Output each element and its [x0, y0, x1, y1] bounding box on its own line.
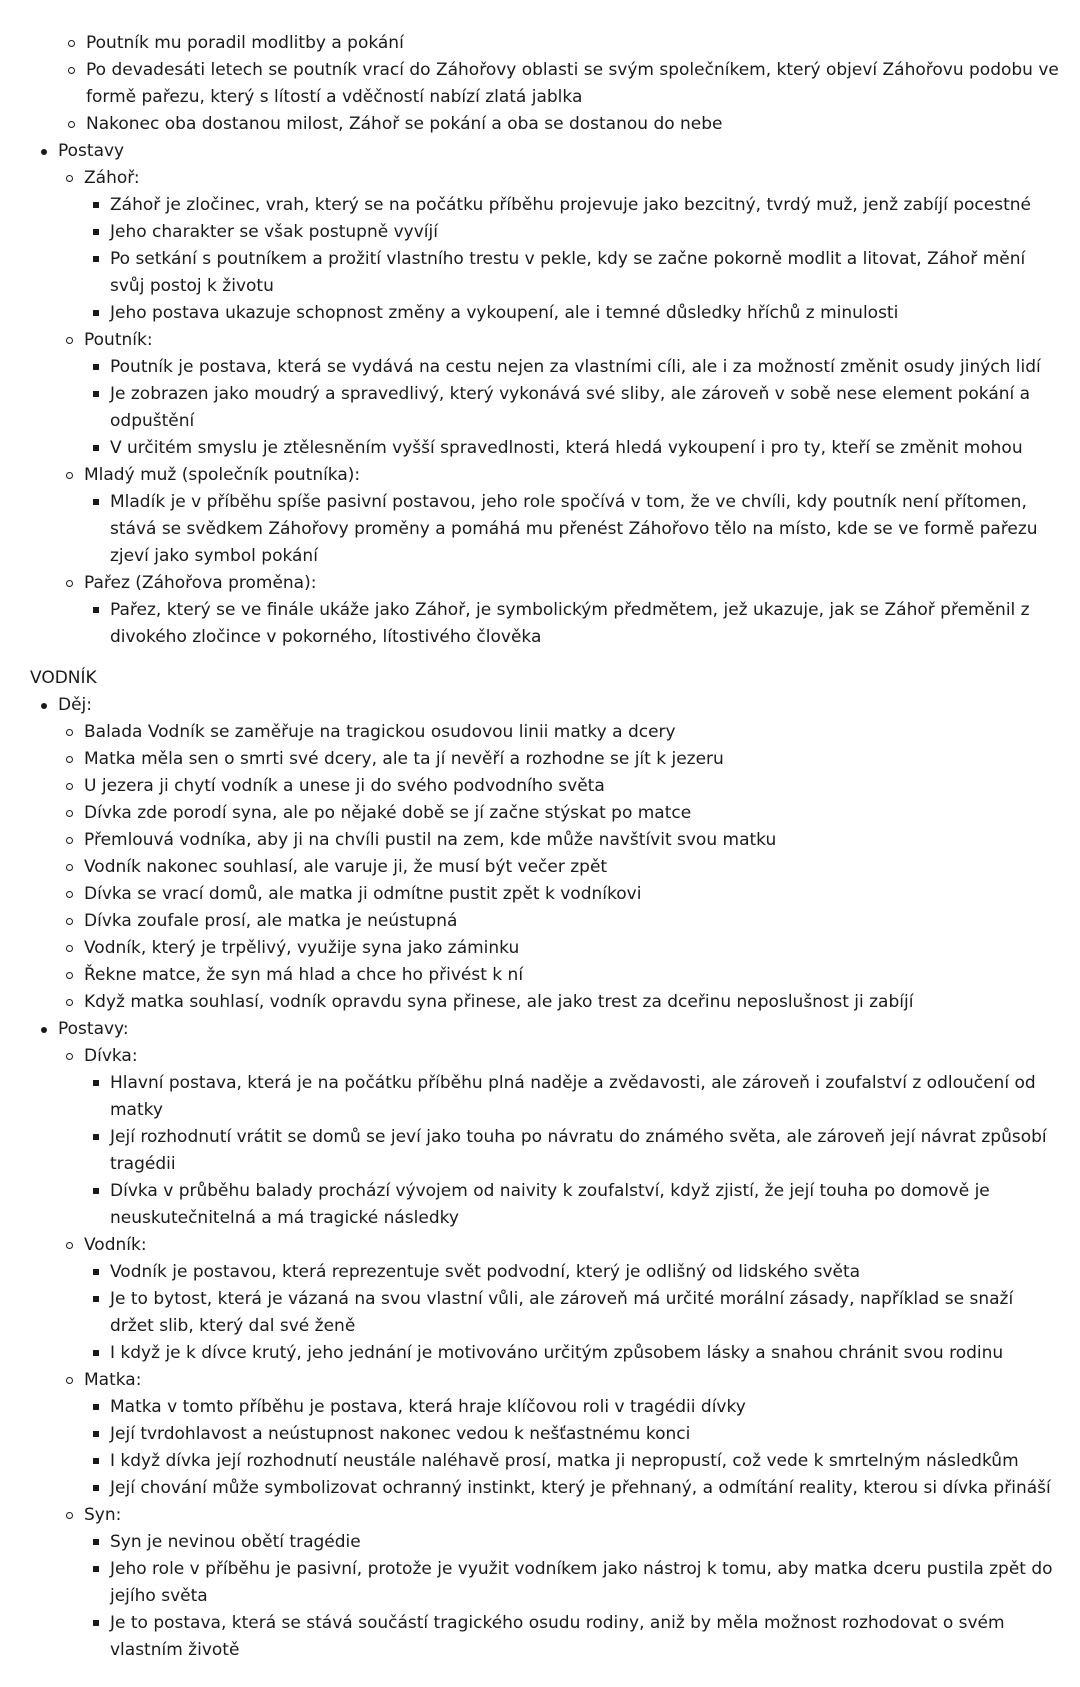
circle-bullet-icon [66, 1512, 73, 1519]
dej-label: Děj: [58, 695, 92, 715]
section-title-vodnik: VODNÍK [30, 668, 97, 688]
square-bullet-icon [93, 1539, 99, 1545]
square-bullet-icon [93, 391, 99, 397]
circle-bullet-icon [66, 891, 73, 898]
list-item: Po devadesáti letech se poutník vrací do Záhořovy oblasti se svým společníkem, který objeví Záhořovu podobu ve formě pařezu, který s lítostí a vděčností nabízí zlatá jablka [60, 57, 1060, 111]
list-item: Poutník je postava, která se vydává na cestu nejen za vlastními cíli, ale i za možností změnit osudy jiných lidí [84, 354, 1060, 381]
character-item [58, 1367, 1060, 1502]
square-bullet-icon [93, 1404, 99, 1410]
character-item [58, 1232, 1060, 1367]
square-bullet-icon [93, 1080, 99, 1086]
list-item: Je to postava, která se stává součástí tragického osudu rodiny, aniž by měla možnost rozhodovat o svém vlastním životě [84, 1610, 1060, 1664]
character-name: Záhoř: [84, 168, 140, 188]
circle-bullet-icon [66, 864, 73, 871]
list-item [30, 1016, 1060, 1664]
square-bullet-icon [93, 229, 99, 235]
list-item: Je zobrazen jako moudrý a spravedlivý, který vykonává své sliby, ale zároveň v sobě nese element pokání a odpuštění [84, 381, 1060, 435]
vodnik-section [30, 692, 1060, 1664]
circle-bullet-icon [66, 972, 73, 979]
list-item: Poutník mu poradil modlitby a pokání [60, 30, 1060, 57]
character-list [58, 165, 1060, 651]
list-item: Po setkání s poutníkem a prožití vlastního trestu v pekle, kdy se začne pokorně modlit a litovat, Záhoř mění svůj postoj k životu [84, 246, 1060, 300]
list-item: Pařez, který se ve finále ukáže jako Záhoř, je symbolickým předmětem, jež ukazuje, jak se Záhoř přeměnil z divokého zločince v pokorného, lítostivého člověka [84, 597, 1060, 651]
square-bullet-icon [93, 202, 99, 208]
list-item: Mladík je v příběhu spíše pasivní postavou, jeho role spočívá v tom, že ve chvíli, kdy poutník není přítomen, stává se svědkem Záhořovy proměny a pomáhá mu přenést Záhořovo tělo na místo, kde se ve formě pařezu zjeví jako symbol pokání [84, 489, 1060, 570]
circle-bullet-icon [66, 999, 73, 1006]
circle-bullet-icon [66, 918, 73, 925]
list-item: Řekne matce, že syn má hlad a chce ho přivést k ní [58, 962, 1060, 989]
disc-bullet-icon [41, 703, 47, 709]
character-name: Matka: [84, 1370, 142, 1390]
square-bullet-icon [93, 445, 99, 451]
list-item: Hlavní postava, která je na počátku příběhu plná naděje a zvědavosti, ale zároveň i zoufalství z odloučení od matky [84, 1070, 1060, 1124]
square-bullet-icon [93, 310, 99, 316]
circle-bullet-icon [66, 945, 73, 952]
square-bullet-icon [93, 1485, 99, 1491]
character-name: Dívka: [84, 1046, 138, 1066]
vodnik-dej-list [58, 719, 1060, 1016]
square-bullet-icon [93, 1296, 99, 1302]
circle-bullet-icon [66, 1053, 73, 1060]
list-item: Dívka zde porodí syna, ale po nějaké době se jí začne stýskat po matce [58, 800, 1060, 827]
list-item: Matka v tomto příběhu je postava, která hraje klíčovou roli v tragédii dívky [84, 1394, 1060, 1421]
list-item [30, 138, 1060, 651]
list-item: V určitém smyslu je ztělesněním vyšší spravedlnosti, která hledá vykoupení i pro ty, kteří se změnit mohou [84, 435, 1060, 462]
list-item: U jezera ji chytí vodník a unese ji do svého podvodního světa [58, 773, 1060, 800]
circle-bullet-icon [66, 783, 73, 790]
character-item [58, 462, 1060, 570]
circle-bullet-icon [66, 1377, 73, 1384]
list-item: Její tvrdohlavost a neústupnost nakonec vedou k nešťastnému konci [84, 1421, 1060, 1448]
character-item [58, 1502, 1060, 1664]
list-item: Vodník je postavou, která reprezentuje svět podvodní, který je odlišný od lidského světa [84, 1259, 1060, 1286]
square-bullet-icon [93, 1350, 99, 1356]
character-item [58, 570, 1060, 651]
circle-bullet-icon [66, 472, 73, 479]
list-item: Vodník nakonec souhlasí, ale varuje ji, že musí být večer zpět [58, 854, 1060, 881]
circle-bullet-icon [66, 1242, 73, 1249]
circle-bullet-icon [66, 337, 73, 344]
disc-bullet-icon [41, 149, 47, 155]
list-item [30, 692, 1060, 1016]
list-item: Když matka souhlasí, vodník opravdu syna přinese, ale jako trest za dceřinu neposlušnost ji zabíjí [58, 989, 1060, 1016]
circle-bullet-icon [66, 810, 73, 817]
square-bullet-icon [93, 1269, 99, 1275]
list-item: Jeho charakter se však postupně vyvíjí [84, 219, 1060, 246]
character-item [58, 327, 1060, 462]
circle-bullet-icon [66, 729, 73, 736]
circle-bullet-icon [66, 837, 73, 844]
list-item: Její rozhodnutí vrátit se domů se jeví jako touha po návratu do známého světa, ale zároveň její návrat způsobí tragédii [84, 1124, 1060, 1178]
list-item: Dívka v průběhu balady prochází vývojem od naivity k zoufalství, když zjistí, že její touha po domově je neuskutečnitelná a má tragické následky [84, 1178, 1060, 1232]
character-item [58, 165, 1060, 327]
list-item: Jeho role v příběhu je pasivní, protože je využit vodníkem jako nástroj k tomu, aby matka dceru pustila zpět do jejího světa [84, 1556, 1060, 1610]
list-item: Dívka se vrací domů, ale matka ji odmítne pustit zpět k vodníkovi [58, 881, 1060, 908]
character-name: Mladý muž (společník poutníka): [84, 465, 361, 485]
character-name: Poutník: [84, 330, 153, 350]
circle-bullet-icon [68, 67, 75, 74]
list-item: Dívka zoufale prosí, ale matka je neústupná [58, 908, 1060, 935]
circle-bullet-icon [68, 40, 75, 47]
list-item: I když dívka její rozhodnutí neustále naléhavě prosí, matka ji nepropustí, což vede k smrtelným následkům [84, 1448, 1060, 1475]
square-bullet-icon [93, 256, 99, 262]
list-item: Nakonec oba dostanou milost, Záhoř se pokání a oba se dostanou do nebe [60, 111, 1060, 138]
list-item: Matka měla sen o smrti své dcery, ale ta jí nevěří a rozhodne se jít k jezeru [58, 746, 1060, 773]
square-bullet-icon [93, 1134, 99, 1140]
square-bullet-icon [93, 1188, 99, 1194]
list-item: Záhoř je zločinec, vrah, který se na počátku příběhu projevuje jako bezcitný, tvrdý muž, jenž zabíjí pocestné [84, 192, 1060, 219]
square-bullet-icon [93, 364, 99, 370]
disc-bullet-icon [41, 1027, 47, 1033]
square-bullet-icon [93, 1431, 99, 1437]
character-name: Pařez (Záhořova proměna): [84, 573, 317, 593]
circle-bullet-icon [68, 121, 75, 128]
postavy-label: Postavy: [58, 1019, 129, 1039]
list-item: I když je k dívce krutý, jeho jednání je motivováno určitým způsobem lásky a snahou chránit svou rodinu [84, 1340, 1060, 1367]
character-list [58, 1043, 1060, 1664]
square-bullet-icon [93, 1566, 99, 1572]
character-item [58, 1043, 1060, 1232]
square-bullet-icon [93, 607, 99, 613]
circle-bullet-icon [66, 756, 73, 763]
square-bullet-icon [93, 1458, 99, 1464]
circle-bullet-icon [66, 580, 73, 587]
square-bullet-icon [93, 1620, 99, 1626]
list-item: Její chování může symbolizovat ochranný instinkt, který je přehnaný, a odmítání reality, kterou si dívka přináší [84, 1475, 1060, 1502]
list-item: Jeho postava ukazuje schopnost změny a vykoupení, ale i temné důsledky hříchů z minulosti [84, 300, 1060, 327]
list-item: Přemlouvá vodníka, aby ji na chvíli pustil na zem, kde může navštívit svou matku [58, 827, 1060, 854]
list-item: Syn je nevinou obětí tragédie [84, 1529, 1060, 1556]
zahor-postavy-section [30, 138, 1060, 651]
list-item: Vodník, který je trpělivý, využije syna jako záminku [58, 935, 1060, 962]
postavy-label: Postavy [58, 141, 125, 161]
list-item: Balada Vodník se zaměřuje na tragickou osudovou linii matky a dcery [58, 719, 1060, 746]
square-bullet-icon [93, 499, 99, 505]
character-name: Vodník: [84, 1235, 147, 1255]
list-item: Je to bytost, která je vázaná na svou vlastní vůli, ale zároveň má určité morální zásady, například se snaží držet slib, který dal své ženě [84, 1286, 1060, 1340]
character-name: Syn: [84, 1505, 122, 1525]
zahor-dej-list [60, 30, 1060, 138]
circle-bullet-icon [66, 175, 73, 182]
